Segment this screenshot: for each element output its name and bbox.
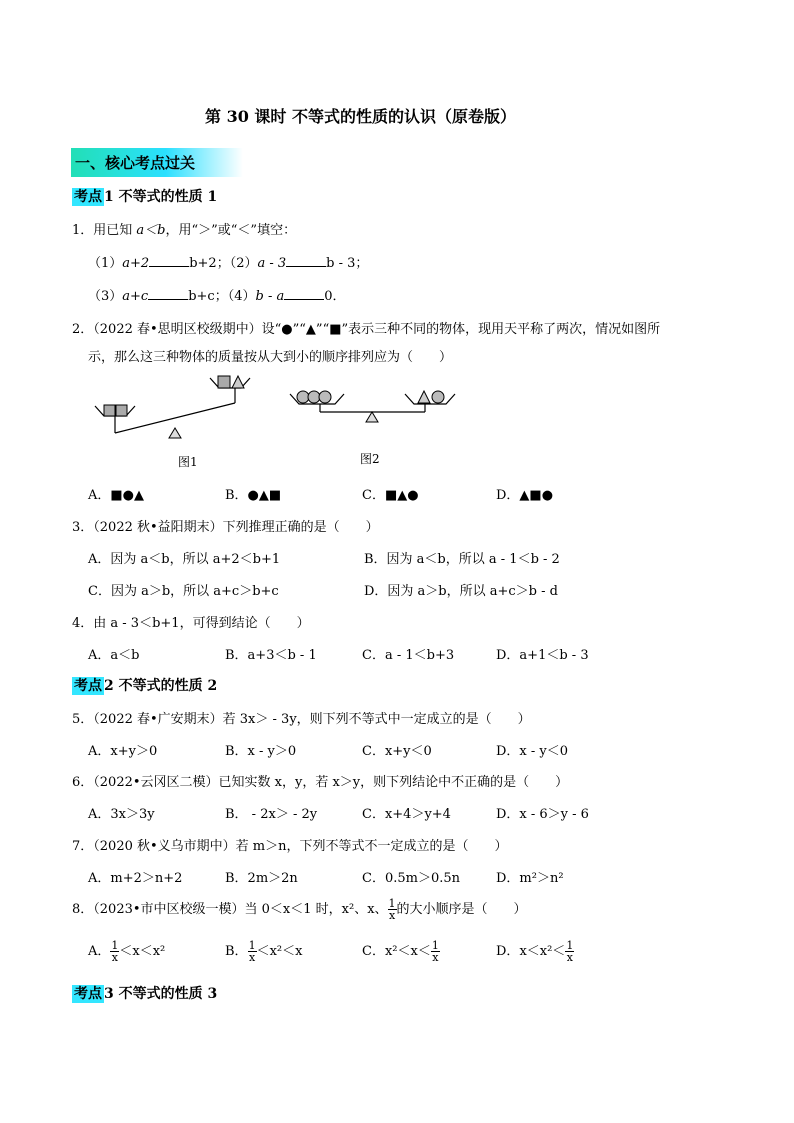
- q1-condition: a＜b: [136, 223, 166, 238]
- triangle-icon: [418, 391, 430, 403]
- circle-icon: [432, 391, 444, 403]
- circle-icon: [319, 391, 331, 403]
- question-7-stem: 7．（2020 秋•义乌市期中）若 m＞n，下列不等式不一定成立的是（ ）: [72, 839, 508, 854]
- q8-option-a[interactable]: [88, 940, 165, 963]
- frac-den: x: [432, 951, 439, 964]
- option-label: A．: [88, 944, 111, 959]
- question-3-stem: 3．（2022 秋•益阳期末）下列推理正确的是（ ）: [72, 520, 379, 535]
- frac-den: x: [111, 951, 118, 964]
- option-label: C．: [362, 944, 385, 959]
- option-rest: ＜x＜x²: [119, 944, 166, 959]
- q1-stem-part: ，用“＞”或“＜”填空：: [165, 223, 297, 238]
- fulcrum-triangle-icon: [169, 428, 181, 438]
- kaodian-2-heading: [72, 675, 217, 695]
- square-icon: [116, 405, 127, 416]
- q1-part: b+c；（4）: [188, 289, 256, 304]
- triangle-icon: [232, 376, 244, 388]
- kaodian-tag: 考点: [74, 678, 102, 694]
- kaodian-tag: 考点: [74, 986, 102, 1002]
- frac-den: x: [388, 909, 396, 922]
- answer-blank[interactable]: [149, 254, 189, 267]
- q3-option-a[interactable]: A．因为 a＜b，所以 a+2＜b+1: [88, 552, 281, 567]
- question-1-line-2: [88, 285, 346, 304]
- q3-option-c[interactable]: C．因为 a＞b，所以 a+c＞b+c: [88, 584, 279, 599]
- q3-option-d[interactable]: D．因为 a＞b，所以 a+c＞b - d: [364, 584, 558, 599]
- q2-option-c[interactable]: C．■▲●: [362, 488, 419, 503]
- frac-num: 1: [111, 939, 119, 952]
- kaodian-3-heading: [72, 983, 217, 1003]
- q1-expr: a+2: [122, 256, 150, 271]
- option-rest: ＜x²＜x: [256, 944, 303, 959]
- page-title: 第 30 课时 不等式的性质的认识（原卷版）: [205, 107, 516, 126]
- frac-num: 1: [431, 939, 439, 952]
- fraction-1-over-x: [431, 940, 440, 963]
- question-8-stem: [72, 898, 527, 921]
- q1-part: （1）: [88, 256, 123, 271]
- fraction-1-over-x: [565, 940, 574, 963]
- q2-option-d[interactable]: D．▲■●: [496, 488, 554, 503]
- question-6-stem: 6．（2022•云冈区二模）已知实数 x，y，若 x＞y，则下列结论中不正确的是（ ）: [72, 775, 569, 790]
- option-rest: x²＜x＜: [384, 944, 431, 959]
- q7-option-c[interactable]: C．0.5m＞0.5n: [362, 871, 460, 886]
- fulcrum-triangle-icon: [366, 412, 378, 422]
- q2-option-a[interactable]: A．■●▲: [88, 488, 145, 503]
- q1-part: 0．: [324, 289, 346, 304]
- q2-option-b[interactable]: B．●▲■: [225, 488, 282, 503]
- question-1-line-1: [88, 252, 368, 271]
- q4-option-d[interactable]: D．a+1＜b - 3: [496, 648, 589, 663]
- q4-option-b[interactable]: B．a+3＜b - 1: [225, 648, 317, 663]
- question-2-line-1: 2．（2022 春•思明区校级期中）设“●”“▲”“■”表示三种不同的物体，现用天平称了两次，情况如图所: [72, 322, 661, 337]
- q8-option-b[interactable]: [225, 940, 302, 963]
- circle-icon: [297, 391, 309, 403]
- fraction-1-over-x: [388, 898, 397, 921]
- q4-option-a[interactable]: A．a＜b: [88, 648, 140, 663]
- option-rest: x＜x²＜: [519, 944, 566, 959]
- frac-den: x: [566, 951, 573, 964]
- q4-option-c[interactable]: C．a - 1＜b+3: [362, 648, 455, 663]
- fraction-1-over-x: [248, 940, 257, 963]
- section-header: 一、核心考点过关: [71, 148, 243, 177]
- q5-option-b[interactable]: B．x - y＞0: [225, 744, 297, 759]
- q5-option-d[interactable]: D．x - y＜0: [496, 744, 569, 759]
- q6-option-c[interactable]: C．x+4＞y+4: [362, 807, 451, 822]
- answer-blank[interactable]: [148, 287, 188, 300]
- q1-part: b - 3；: [326, 256, 369, 271]
- question-1-stem: [72, 219, 296, 238]
- q8-option-d[interactable]: [496, 940, 574, 963]
- q1-part: （3）: [88, 289, 123, 304]
- q6-option-a[interactable]: A．3x＞3y: [88, 807, 155, 822]
- question-5-stem: 5．（2022 春•广安期末）若 3x＞ - 3y，则下列不等式中一定成立的是（ ）: [72, 712, 531, 727]
- kaodian-1-heading: [72, 186, 217, 206]
- q8-stem-part: 的大小顺序是（ ）: [396, 902, 527, 917]
- q1-expr: a+c: [122, 289, 149, 304]
- square-icon: [218, 376, 230, 388]
- answer-blank[interactable]: [284, 287, 324, 300]
- figure-2-caption: 图2: [360, 452, 380, 466]
- q5-option-c[interactable]: C．x+y＜0: [362, 744, 432, 759]
- q6-option-d[interactable]: D．x - 6＞y - 6: [496, 807, 589, 822]
- q3-option-b[interactable]: B．因为 a＜b，所以 a - 1＜b - 2: [364, 552, 560, 567]
- q8-option-c[interactable]: [362, 940, 440, 963]
- q1-part: b+2；（2）: [189, 256, 258, 271]
- kaodian-text: 2 不等式的性质 2: [104, 678, 218, 694]
- q8-stem-part: 8．（2023•市中区校级一模）当 0＜x＜1 时，x²、x、: [72, 902, 388, 917]
- figure-1-caption: 图1: [178, 455, 198, 469]
- square-icon: [104, 405, 115, 416]
- question-2-line-2: 示，那么这三种物体的质量按从大到小的顺序排列应为（ ）: [88, 350, 453, 365]
- circle-icon: [308, 391, 320, 403]
- q1-stem-part: 1．用已知: [72, 223, 137, 238]
- kaodian-text: 3 不等式的性质 3: [104, 986, 218, 1002]
- q5-option-a[interactable]: A．x+y＞0: [88, 744, 158, 759]
- q7-option-b[interactable]: B．2m＞2n: [225, 871, 298, 886]
- q7-option-a[interactable]: A．m+2＞n+2: [88, 871, 183, 886]
- option-label: B．: [225, 944, 248, 959]
- frac-num: 1: [566, 939, 574, 952]
- q6-option-b[interactable]: B． - 2x＞ - 2y: [225, 807, 318, 822]
- option-label: D．: [496, 944, 520, 959]
- q7-option-d[interactable]: D．m²＞n²: [496, 871, 564, 886]
- balance-figure-2: [285, 378, 460, 428]
- q1-expr: b - a: [255, 289, 285, 304]
- balance-figure-1: [90, 370, 260, 440]
- frac-num: 1: [248, 939, 256, 952]
- question-4-stem: 4．由 a - 3＜b+1，可得到结论（ ）: [72, 616, 310, 631]
- frac-num: 1: [388, 897, 396, 910]
- frac-den: x: [248, 951, 256, 964]
- answer-blank[interactable]: [286, 254, 326, 267]
- kaodian-text: 1 不等式的性质 1: [104, 189, 218, 205]
- kaodian-tag: 考点: [74, 189, 102, 205]
- q1-expr: a - 3: [257, 256, 287, 271]
